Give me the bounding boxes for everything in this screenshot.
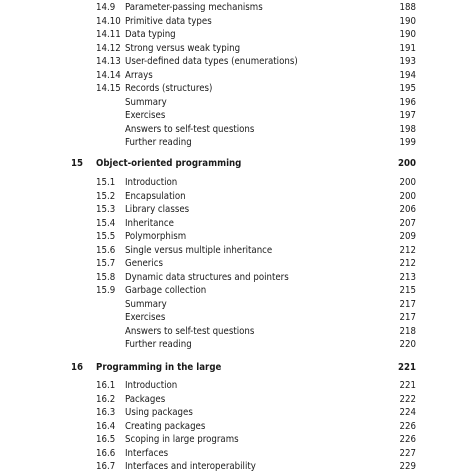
page-number: 215 (399, 285, 416, 296)
toc-entry-row (0, 257, 474, 270)
section-number: 16.5 (96, 434, 116, 445)
toc-entry-row (0, 82, 474, 95)
section-number: 14.11 (96, 29, 121, 40)
section-number: 15.8 (96, 271, 116, 283)
page-number: 226 (399, 420, 416, 432)
section-number: 15.3 (96, 204, 116, 215)
toc-entry-row (0, 96, 474, 109)
toc-entry-row (0, 284, 474, 297)
page-number: 221 (397, 362, 416, 373)
section-title: Creating packages (125, 420, 206, 432)
toc-entry-row (0, 136, 474, 149)
page-number: 194 (399, 69, 416, 81)
toc-entry-row (0, 123, 474, 136)
section-title: Packages (125, 393, 166, 405)
toc-entry-row (0, 433, 474, 446)
section-number: 14.9 (96, 2, 116, 13)
section-title: Single versus multiple inheritance (125, 244, 273, 256)
page-number: 190 (399, 29, 416, 40)
section-number: 16.6 (96, 447, 116, 459)
section-title: Summary (125, 298, 167, 310)
page-number: 229 (399, 461, 416, 472)
page-number: 200 (397, 158, 416, 169)
section-number: 14.12 (96, 42, 121, 54)
page-number: 197 (399, 110, 416, 121)
page-number: 220 (399, 339, 416, 350)
page-number: 188 (399, 2, 416, 13)
toc-entry-row (0, 379, 474, 392)
toc-entry-row (0, 460, 474, 473)
section-number: 16.7 (96, 461, 116, 472)
page-number: 195 (399, 83, 416, 94)
toc-entry-row (0, 1, 474, 14)
page-number: 222 (399, 393, 416, 405)
section-title: Arrays (125, 69, 153, 81)
toc-entry-row (0, 298, 474, 311)
page-number: 199 (399, 137, 416, 148)
page-number: 221 (399, 380, 416, 391)
page-number: 193 (399, 56, 416, 67)
toc-entry-row (0, 406, 474, 419)
section-title: Primitive data types (125, 15, 212, 27)
section-title: Answers to self-test questions (125, 325, 255, 337)
page-number: 207 (399, 217, 416, 229)
section-title: Using packages (125, 407, 193, 418)
toc-entry-row (0, 203, 474, 216)
section-title: Encapsulation (125, 190, 186, 202)
section-title: Generics (125, 258, 163, 269)
section-number: 16.2 (96, 393, 116, 405)
page-number: 209 (399, 231, 416, 242)
section-title: Answers to self-test questions (125, 123, 255, 135)
toc-entry-row (0, 325, 474, 338)
section-number: 15.6 (96, 244, 116, 256)
toc-entry-row (0, 338, 474, 351)
toc-entry-row (0, 217, 474, 230)
page-number: 200 (399, 190, 416, 202)
toc-entry-row (0, 190, 474, 203)
toc-entry-row (0, 109, 474, 122)
section-title: Parameter-passing mechanisms (125, 2, 263, 13)
page-number: 191 (399, 42, 416, 54)
toc-chapter-row (0, 361, 474, 374)
page-number: 212 (399, 244, 416, 256)
toc-entry-row (0, 55, 474, 68)
section-title: Library classes (125, 204, 190, 215)
section-title: Further reading (125, 137, 192, 148)
toc-entry-row (0, 244, 474, 257)
section-number: 15.5 (96, 231, 116, 242)
toc-entry-row (0, 271, 474, 284)
page-number: 217 (399, 298, 416, 310)
section-title: Scoping in large programs (125, 434, 239, 445)
page-number: 198 (399, 123, 416, 135)
page-number: 196 (399, 96, 416, 108)
section-number: 15.4 (96, 217, 116, 229)
section-title: Exercises (125, 312, 166, 323)
section-title: Data typing (125, 29, 176, 40)
section-number: 16.1 (96, 380, 116, 391)
page-number: 218 (399, 325, 416, 337)
section-title: Further reading (125, 339, 192, 350)
section-number: 15.7 (96, 258, 116, 269)
section-title: Polymorphism (125, 231, 187, 242)
section-number: 14.13 (96, 56, 121, 67)
section-title: Introduction (125, 380, 178, 391)
toc-entry-row (0, 15, 474, 28)
toc-entry-row (0, 420, 474, 433)
toc-entry-row (0, 69, 474, 82)
page-number: 190 (399, 15, 416, 27)
section-number: 14.14 (96, 69, 121, 81)
section-title: Strong versus weak typing (125, 42, 241, 54)
section-number: 15.2 (96, 190, 116, 202)
section-number: 14.15 (96, 83, 121, 94)
section-number: 15.1 (96, 177, 116, 188)
chapter-title: Programming in the large (96, 362, 222, 373)
section-title: Interfaces (125, 447, 169, 459)
chapter-number: 15 (71, 158, 84, 169)
page-number: 200 (399, 177, 416, 188)
section-title: Interfaces and interoperability (125, 461, 256, 472)
toc-entry-row (0, 176, 474, 189)
section-title: Exercises (125, 110, 166, 121)
section-number: 14.10 (96, 15, 121, 27)
toc-entry-row (0, 42, 474, 55)
toc-entry-row (0, 311, 474, 324)
section-title: Summary (125, 96, 167, 108)
page-number: 217 (399, 312, 416, 323)
toc-entry-row (0, 28, 474, 41)
section-title: Garbage collection (125, 285, 207, 296)
page-number: 213 (399, 271, 416, 283)
section-title: Dynamic data structures and pointers (125, 271, 289, 283)
toc-entry-row (0, 393, 474, 406)
page-number: 227 (399, 447, 416, 459)
section-number: 16.4 (96, 420, 116, 432)
page-number: 206 (399, 204, 416, 215)
page-number: 226 (399, 434, 416, 445)
section-number: 16.3 (96, 407, 116, 418)
toc-chapter-row (0, 157, 474, 170)
toc-entry-row (0, 447, 474, 460)
section-title: Introduction (125, 177, 178, 188)
section-title: Inheritance (125, 217, 174, 229)
chapter-number: 16 (71, 362, 84, 373)
section-number: 15.9 (96, 285, 116, 296)
section-title: User-defined data types (enumerations) (125, 56, 298, 67)
toc-entry-row (0, 230, 474, 243)
page-number: 224 (399, 407, 416, 418)
section-title: Records (structures) (125, 83, 213, 94)
chapter-title: Object-oriented programming (96, 158, 242, 169)
page-number: 212 (399, 258, 416, 269)
